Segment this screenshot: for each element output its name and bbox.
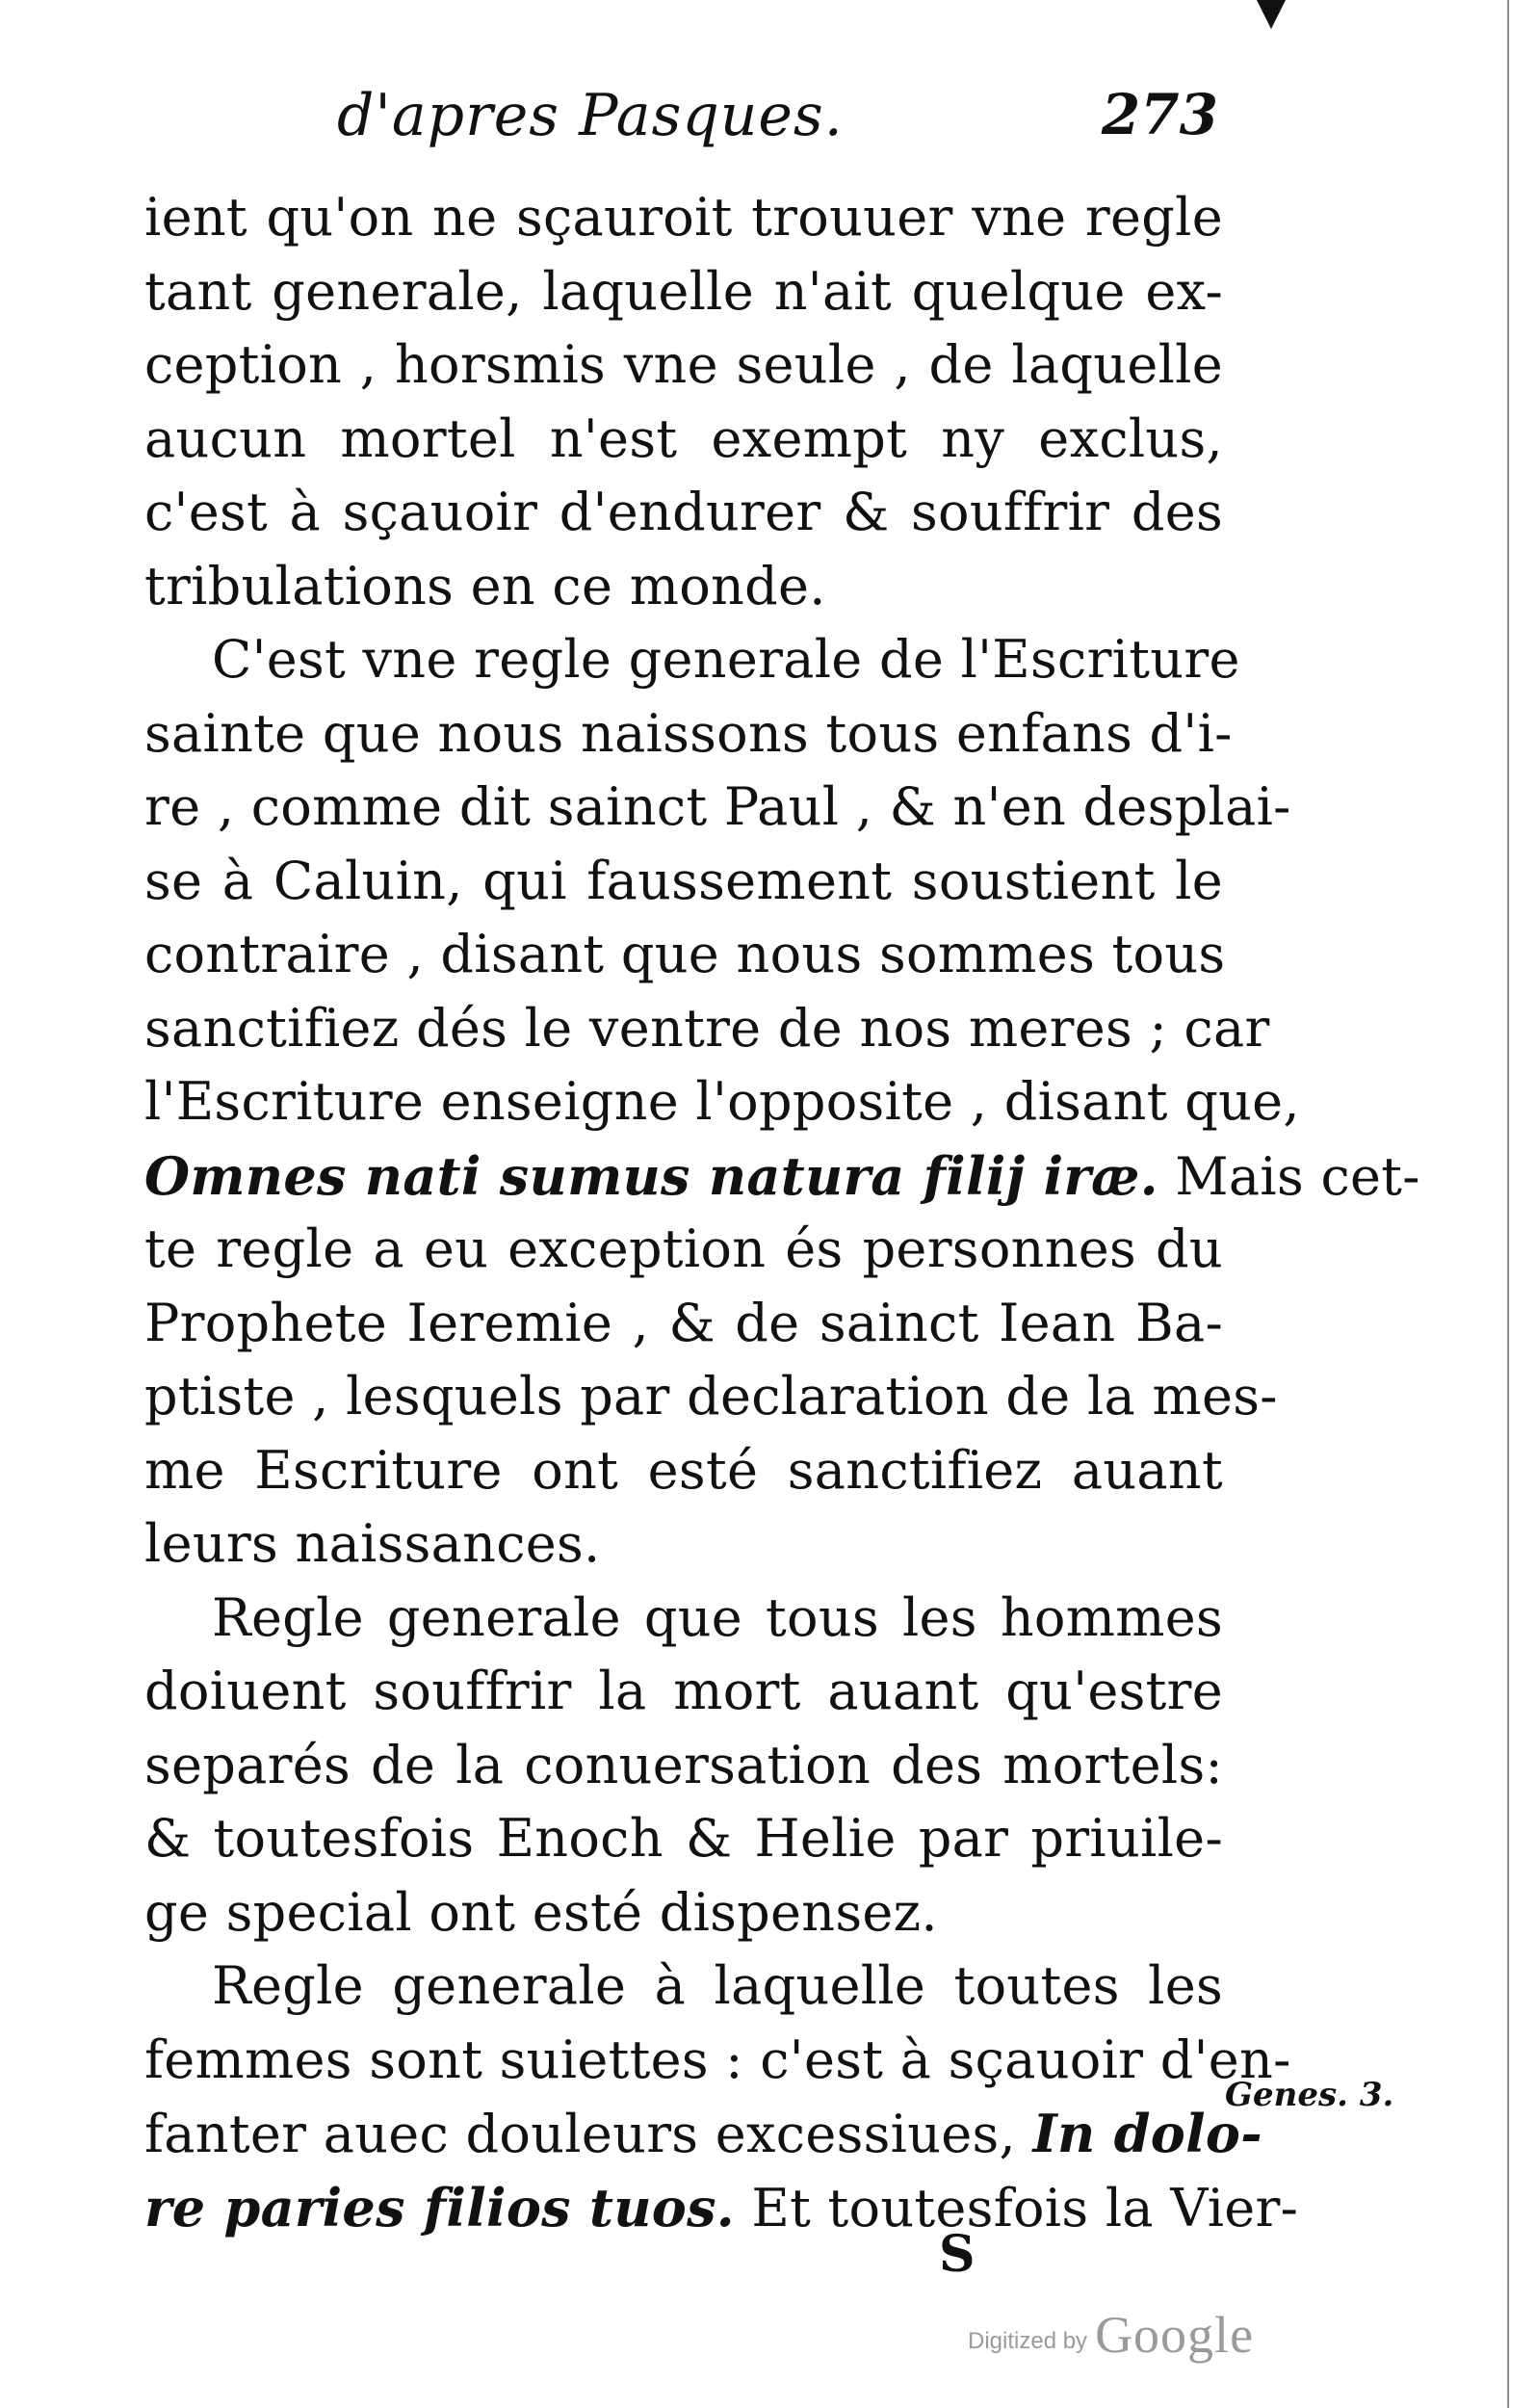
text-line: re , comme dit sainct Paul , & n'en desplai-	[144, 776, 1291, 837]
text-line: & toutesfois Enoch & Helie par priuile-	[144, 1808, 1223, 1869]
text-line: ptiste , lesquels par declaration de la mes-	[144, 1366, 1278, 1426]
latin-quotation: re paries filios tuos.	[144, 2176, 735, 2238]
text-line: fanter auec douleurs excessiues, In dolo-	[144, 2103, 1262, 2164]
latin-quotation: In dolo-	[1032, 2103, 1262, 2164]
text-line: se à Caluin, qui faussement soustient le	[144, 850, 1223, 911]
text-line: tant generale, laquelle n'ait quelque ex-	[144, 260, 1223, 322]
text-line: C'est vne regle generale de l'Escriture	[212, 629, 1240, 690]
text-line: aucun mortel n'est exempt ny exclus,	[144, 407, 1223, 469]
running-title: d'apres Pasques.	[337, 82, 844, 149]
page-number: 273	[1101, 82, 1218, 147]
text-line: doiuent souffrir la mort auant qu'estre	[144, 1661, 1223, 1721]
ink-smudge-mark	[1257, 0, 1286, 29]
watermark-prefix: Digitized by	[968, 2328, 1088, 2354]
text-line: re paries filios tuos. Et toutesfois la Vier-	[144, 2176, 1299, 2238]
text-line: me Escriture ont esté sanctifiez auant	[144, 1439, 1223, 1501]
text-line: Regle generale à laquelle toutes les	[212, 1955, 1223, 2016]
text-line: l'Escriture enseigne l'opposite , disant que,	[144, 1071, 1300, 1132]
google-logo: Google	[1095, 2306, 1255, 2364]
text-line: femmes sont suiettes : c'est à sçauoir d'en-	[144, 2028, 1291, 2090]
text-line: sanctifiez dés le ventre de nos meres ; car	[144, 997, 1270, 1059]
text-line: Prophete Ieremie , & de sainct Iean Ba-	[144, 1292, 1223, 1353]
text-line: ception , horsmis vne seule , de laquelle	[144, 334, 1223, 395]
text-line: te regle a eu exception és personnes du	[144, 1218, 1223, 1279]
text-line: tribulations en ce monde.	[144, 555, 826, 616]
text-line: Regle generale que tous les hommes	[212, 1586, 1223, 1648]
margin-citation: Genes. 3.	[1225, 2076, 1394, 2114]
text-line: contraire , disant que nous sommes tous	[144, 924, 1226, 984]
text-line: Omnes nati sumus natura filij iræ. Mais cet-	[144, 1144, 1420, 1207]
text-line: leurs naissances.	[144, 1513, 601, 1574]
text-line: ient qu'on ne sçauroit trouuer vne regle	[144, 187, 1223, 248]
text-line: separés de la conuersation des mortels:	[144, 1734, 1223, 1795]
binding-edge-shadow	[1500, 0, 1535, 2408]
text-line: sainte que nous naissons tous enfans d'i-	[144, 702, 1233, 764]
text-line: c'est à sçauoir d'endurer & souffrir des	[144, 482, 1223, 542]
latin-quotation: Omnes nati sumus natura filij iræ.	[144, 1144, 1158, 1207]
digitization-watermark	[968, 2297, 1254, 2365]
text-line: ge special ont esté dispensez.	[144, 1881, 938, 1943]
running-header	[246, 82, 1218, 169]
signature-mark: S	[939, 2225, 976, 2284]
